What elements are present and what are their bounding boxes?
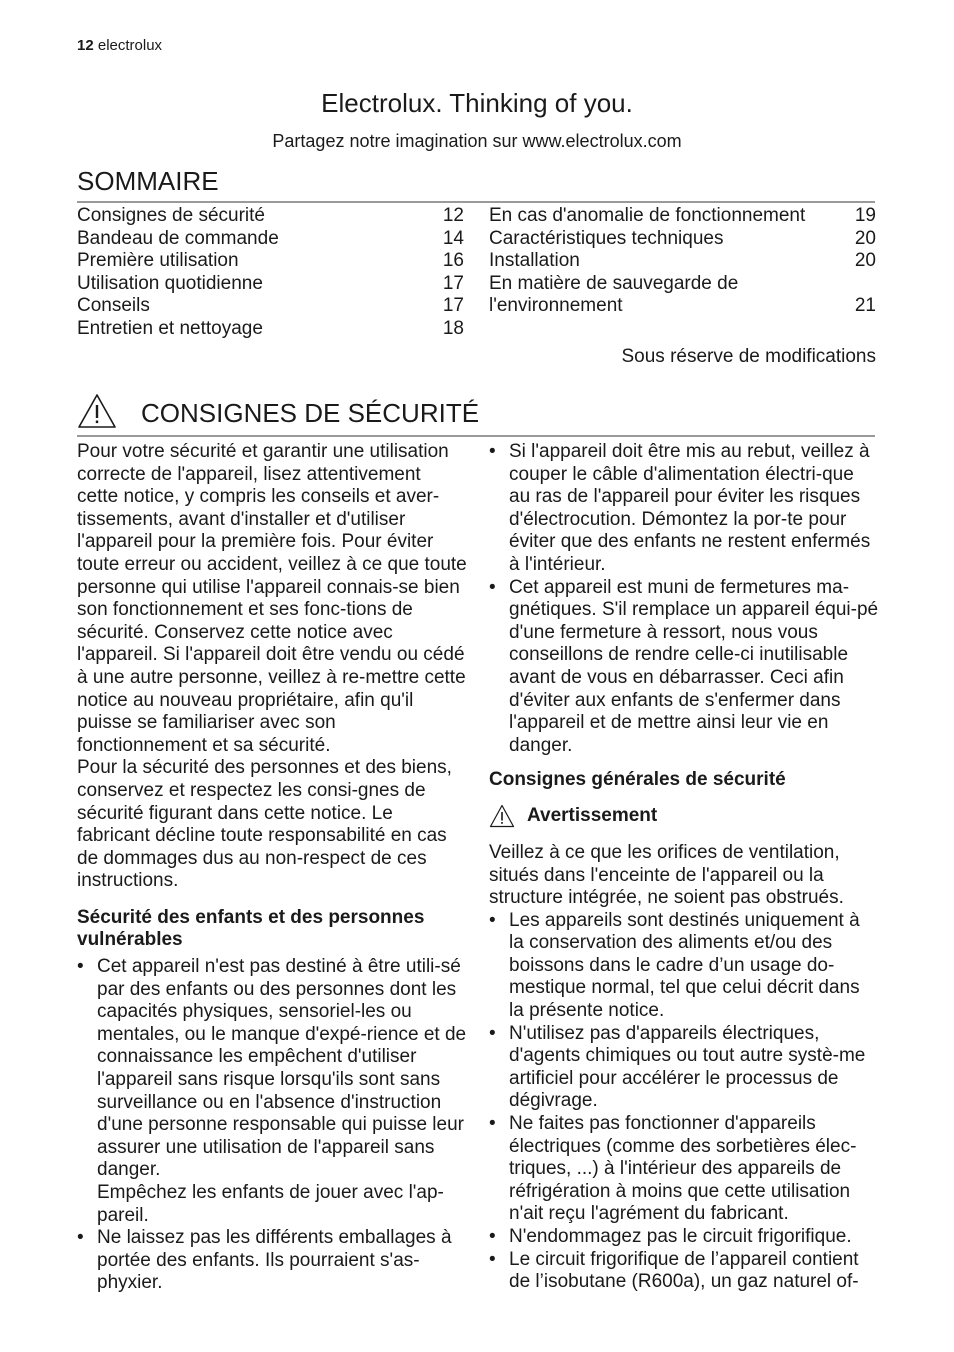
list-item [489, 441, 879, 577]
toc-entry[interactable] [77, 295, 464, 318]
toc-left-column [77, 205, 464, 341]
warning-callout [489, 804, 879, 828]
bullet-icon: • [489, 1022, 496, 1044]
toc-page: 14 [442, 227, 464, 249]
list-item-text: Le circuit frigorifique de l’appareil contient de l’isobutane (R600a), un gaz naturel of- [509, 1248, 859, 1293]
right-text-column [489, 441, 879, 1294]
toc-label: Consignes de sécurité [77, 205, 265, 226]
disposal-list [489, 441, 879, 757]
toc-entry[interactable] [77, 228, 464, 251]
toc-label: En matière de sauvegarde de [489, 272, 739, 294]
children-safety-heading: Sécurité des enfants et des personnes vulnérables [77, 906, 425, 951]
list-item [489, 1023, 879, 1113]
list-item [489, 1249, 879, 1294]
bullet-icon: • [77, 956, 84, 978]
left-text-column [77, 441, 467, 1295]
page-number: 12 [77, 37, 94, 54]
toc-entry[interactable] [489, 250, 876, 273]
list-item-text: Ne laissez pas les différents emballages à portée des enfants. Ils pourraient s'as-phyxier. [97, 1227, 452, 1294]
toc-label: En cas d'anomalie de fonctionnement [489, 205, 806, 226]
warning-label: Avertissement [527, 804, 658, 826]
list-item-text: Cet appareil est muni de fermetures ma-gnétiques. S'il remplace un appareil équi-pé d'une fermeture à ressort, nous vous conseillons de rendre celle-ci inutilisable avant de vous en débarrasser. Ceci afin d'éviter aux enfants de s'enfermer dans l'appareil et de mettre ainsi leur vie en danger. [509, 576, 879, 756]
section-divider [77, 201, 875, 203]
tagline: Electrolux. Thinking of you. [321, 88, 633, 118]
bullet-icon: • [489, 909, 496, 931]
bullet-icon: • [489, 1226, 496, 1247]
toc-entry[interactable] [489, 295, 876, 318]
toc-page: 21 [854, 295, 876, 317]
toc-page: 17 [442, 295, 464, 317]
share-line: Partagez notre imagination sur www.electrolux.com [272, 131, 682, 151]
toc-label: Conseils [77, 295, 150, 317]
consignes-title: CONSIGNES DE SÉCURITÉ [141, 398, 480, 428]
list-item-text: Empêchez les enfants de jouer avec l'ap-pareil. [97, 1182, 444, 1226]
toc-page: 20 [854, 250, 876, 272]
toc-page: 19 [854, 205, 876, 226]
warning-triangle-icon [489, 804, 515, 828]
toc-entry[interactable] [489, 205, 876, 228]
toc-label: l'environnement [489, 295, 623, 317]
brand-name: electrolux [97, 37, 163, 54]
toc-entry[interactable] [489, 228, 876, 251]
toc-entry[interactable] [77, 273, 464, 296]
list-item [489, 1226, 879, 1249]
toc-label: Entretien et nettoyage [77, 317, 263, 339]
intro-paragraph: Pour la sécurité des personnes et des biens, conservez et respectez les consi-gnes de sécurité figurant dans cette notice. Le fabricant décline toute responsabilité en cas de dommages dus au non-respect de ces instructions. [77, 757, 452, 892]
toc-page: 12 [442, 205, 464, 226]
list-item-text: Ne faites pas fonctionner d'appareils électriques (comme des sorbetières élec-triques, ...) à l'intérieur des appareils de réfrigération à moins que cette utilisation n'ait reçu l'agrément du fabricant. [509, 1113, 857, 1225]
bullet-icon: • [77, 1227, 84, 1249]
sommaire-title: SOMMAIRE [77, 166, 219, 196]
toc-entry[interactable] [77, 250, 464, 273]
list-item [77, 1227, 467, 1295]
toc-label: Première utilisation [77, 250, 239, 272]
bullet-icon: • [489, 1248, 496, 1270]
list-item-text: N'utilisez pas d'appareils électriques, d'agents chimiques ou tout autre systè-me artificiel pour accélérer le processus de dégivrage. [509, 1022, 866, 1112]
children-safety-list [77, 956, 467, 1295]
toc-label: Installation [489, 250, 580, 272]
warning-triangle-icon [77, 393, 117, 429]
toc-entry[interactable] [77, 205, 464, 228]
list-item [489, 1113, 879, 1226]
toc-page: 18 [442, 317, 464, 339]
toc-right-column [489, 205, 876, 318]
list-item-text: Si l'appareil doit être mis au rebut, veillez à couper le câble d'alimentation électri-que au ras de l'appareil pour éviter les risques d'électrocution. Démontez la por-te pour éviter que des enfants ne restent enfermés à l'intérieur. [509, 441, 871, 575]
ventilation-paragraph: Veillez à ce que les orifices de ventilation, situés dans l'enceinte de l'appareil ou la structure intégrée, ne soient pas obstrués. [489, 841, 844, 909]
toc-label: Bandeau de commande [77, 227, 279, 249]
page-header [77, 37, 162, 54]
toc-page: 17 [442, 272, 464, 294]
list-item-text: Cet appareil n'est pas destiné à être utili-sé par des enfants ou des personnes dont les capacités physiques, sensoriel-les ou mentales, ou le manque d'expé-rience et de connaissance les empêchent d'utiliser l'appareil sans risque lorsqu'ils sont sans surveillance ou en l'absence d'instruction d'une personne responsable qui puisse leur assurer une utilisation de l'appareil sans danger. [97, 956, 467, 1181]
toc-label: Caractéristiques techniques [489, 227, 724, 249]
toc-page: 16 [442, 250, 464, 272]
modifications-note: Sous réserve de modifications [621, 346, 876, 367]
toc-page: 20 [854, 227, 876, 249]
list-item [77, 956, 467, 1227]
toc-entry[interactable] [77, 318, 464, 341]
list-item [489, 577, 879, 758]
general-safety-heading: Consignes générales de sécurité [489, 769, 786, 791]
toc-label: Utilisation quotidienne [77, 272, 263, 294]
bullet-icon: • [489, 1113, 496, 1135]
list-item-text: N'endommagez pas le circuit frigorifique. [509, 1226, 852, 1247]
general-safety-list [489, 910, 879, 1294]
toc-entry[interactable] [489, 273, 876, 296]
list-item [489, 910, 879, 1023]
section-divider [77, 435, 875, 437]
intro-paragraph: Pour votre sécurité et garantir une utilisation correcte de l'appareil, lisez attentivement cette notice, y compris les conseils et aver-tissements, avant d'installer et d'utiliser l'appareil pour la première fois. Pour éviter toute erreur ou accident, veillez à ce que toute personne qui utilise l'appareil connais-se bien son fonctionnement et ses fonc-tions de sécurité. Conservez cette notice avec l'appareil. Si l'appareil doit être vendu ou cédé à une autre personne, veillez à re-mettre cette notice au nouveau propriétaire, afin qu'il puisse se familiariser avec son fonctionnement et sa sécurité. [77, 441, 467, 756]
list-item-text: Les appareils sont destinés uniquement à la conservation des aliments et/ou des boissons dans le cadre d’un usage do-mestique normal, tel que celui décrit dans la présente notice. [509, 909, 860, 1022]
bullet-icon: • [489, 576, 496, 598]
bullet-icon: • [489, 441, 496, 462]
